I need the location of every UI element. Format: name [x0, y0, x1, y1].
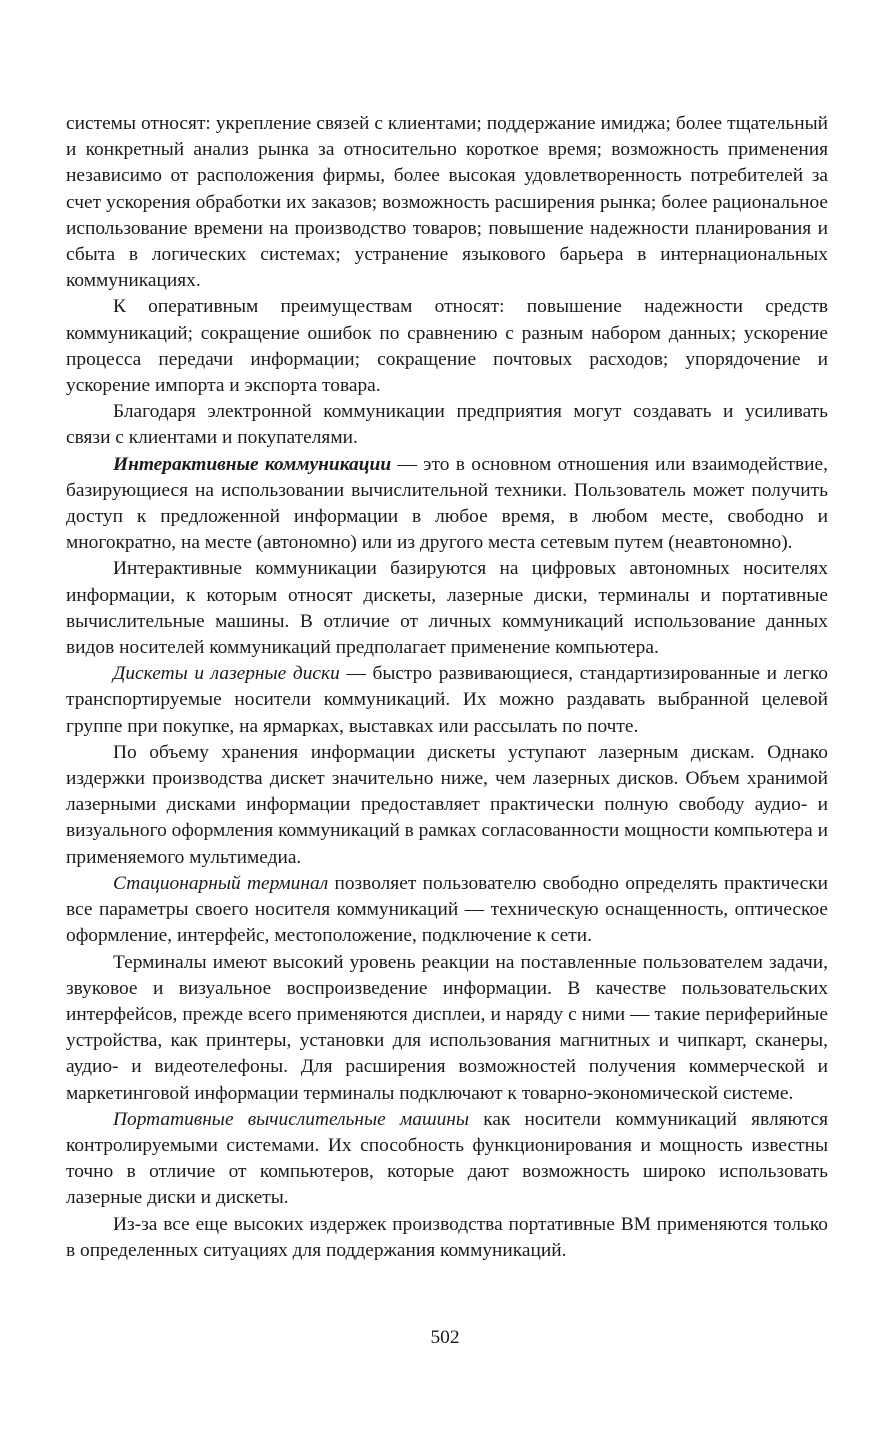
paragraph-9	[66, 950, 828, 1107]
paragraph-2-text: К оперативным преимуществам относят: повышение надежности средств коммуникаций; сокращение ошибок по сравнению с разным набором данных; ускорение процесса передачи информации; сокращение почтовых расходов; упорядочение и ускорение импорта и экспорта товара.	[66, 296, 828, 397]
paragraph-9-text: Терминалы имеют высокий уровень реакции на поставленные пользователем задачи, звуковое и визуальное воспроизведение информации. В качестве пользовательских интерфейсов, прежде всего применяются дисплеи, и наряду с ними — такие периферийные устройства, как принтеры, установки для использования магнитных и чипкарт, сканеры, аудио- и видеотелефоны. Для расширения возможностей получения коммерческой и маркетинговой информации терминалы подключают к товарно-экономической системе.	[66, 951, 828, 1104]
term-portable-computers: Портативные вычислительные машины	[113, 1108, 470, 1130]
term-diskettes-and-laser-discs: Дискеты и лазерные диски	[113, 663, 340, 685]
paragraph-7-text: По объему хранения информации дискеты уступают лазерным дискам. Однако издержки производства дискет значительно ниже, чем лазерных дисков. Объем хранимой лазерными дисками информации предоставляет практически полную свободу аудио- и визуального оформления коммуникаций в рамках согласованности мощности компьютера и применяемого мультимедиа.	[66, 741, 828, 868]
term-interactive-communications: Интерактивные коммуникации	[113, 453, 392, 475]
page-number: 502	[430, 1327, 460, 1348]
paragraph-4-text: — это в основном отношения или взаимодействие, базирующиеся на использовании вычислительной техники. Пользователь может получить доступ к предложенной информации в любое время, в любом месте, свободно и многократно, на месте (автономно) или из другого места сетевым путем (неавтономно).	[66, 453, 829, 554]
body-text	[66, 111, 828, 1264]
paragraph-10-text: как носители коммуникаций являются контролируемыми системами. Их способность функционирования и мощность известны точно в отличие от компьютеров, которые дают возможность широко использовать лазерные диски и дискеты.	[66, 1108, 829, 1209]
paragraph-3	[66, 399, 828, 451]
paragraph-11-text: Из-за все еще высоких издержек производства портативные ВМ применяются только в определенных ситуациях для поддержания коммуникаций.	[66, 1213, 828, 1261]
paragraph-11	[66, 1212, 828, 1264]
paragraph-8	[66, 871, 828, 950]
paragraph-3-text: Благодаря электронной коммуникации предприятия могут создавать и усиливать связи с клиентами и покупателями.	[66, 401, 828, 449]
paragraph-5	[66, 556, 828, 661]
paragraph-10	[66, 1107, 828, 1212]
paragraph-1-text: системы относят: укрепление связей с клиентами; поддержание имиджа; более тщательный и конкретный анализ рынка за относительно короткое время; возможность применения независимо от расположения фирмы, более высокая удовлетворенность потребителей за счет ускорения обработки их заказов; возможность расширения рынка; более рациональное использование времени на производство товаров; повышение надежности планирования и сбыта в логических системах; устранение языкового барьера в интернациональных коммуникациях.	[66, 113, 828, 292]
paragraph-1	[66, 111, 828, 294]
paragraph-8-text: позволяет пользователю свободно определять практически все параметры своего носителя коммуникаций — техническую оснащенность, оптическое оформление, интерфейс, местоположение, подключение к сети.	[66, 872, 828, 947]
paragraph-2	[66, 294, 828, 399]
paragraph-7	[66, 740, 828, 871]
paragraph-5-text: Интерактивные коммуникации базируются на цифровых автономных носителях информации, к которым относят дискеты, лазерные диски, терминалы и портативные вычислительные машины. В отличие от личных коммуникаций использование данных видов носителей коммуникаций предполагает применение компьютера.	[66, 558, 828, 659]
term-stationary-terminal: Стационарный терминал	[113, 872, 329, 894]
paragraph-6-text: — быстро развивающиеся, стандартизированные и легко транспортируемые носители коммуникаций. Их можно раздавать выбранной целевой группе при покупке, на ярмарках, выставках или рассылать по почте.	[66, 663, 828, 737]
paragraph-6	[66, 661, 828, 740]
paragraph-4	[66, 452, 828, 557]
